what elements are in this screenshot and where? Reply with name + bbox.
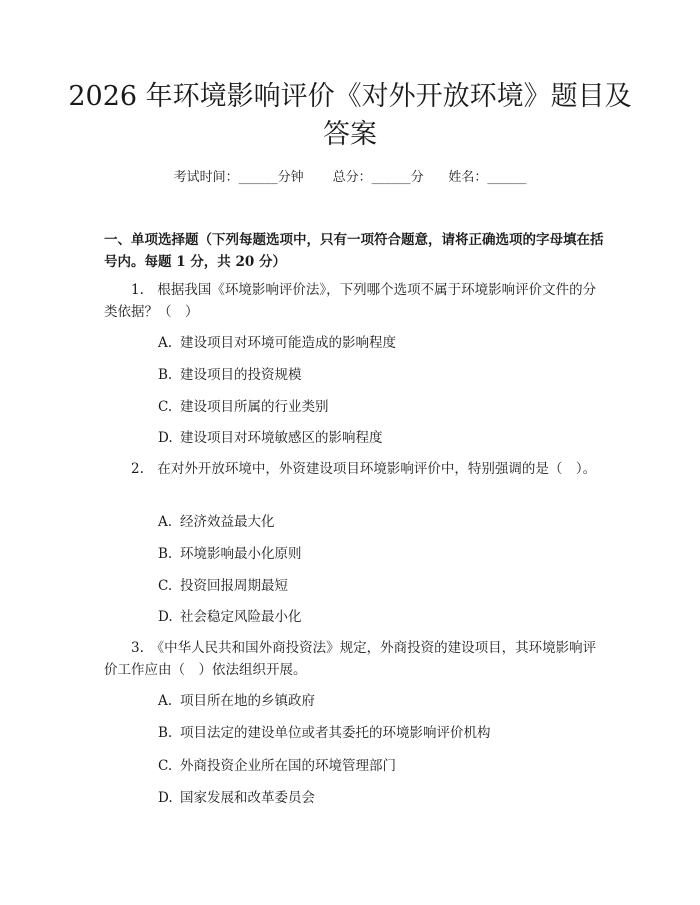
- option-letter: D.: [158, 790, 173, 806]
- question-2-option-a: [158, 512, 598, 532]
- option-text: 外商投资企业所在国的环境管理部门: [180, 758, 396, 774]
- option-text: 经济效益最大化: [180, 514, 275, 530]
- question-3-option-b: [158, 723, 598, 743]
- exam-score-unit: 分: [410, 170, 424, 185]
- exam-time-unit: 分钟: [277, 170, 304, 185]
- option-letter: A.: [158, 335, 173, 351]
- question-2-option-b: [158, 544, 598, 564]
- option-text: 建设项目的投资规模: [180, 367, 302, 383]
- question-3-option-a: [158, 691, 598, 711]
- option-letter: D.: [158, 609, 173, 625]
- option-text: 建设项目对环境敏感区的影响程度: [180, 430, 383, 446]
- option-letter: C.: [158, 578, 173, 594]
- option-letter: D.: [158, 430, 173, 446]
- question-1-option-b: [158, 365, 598, 385]
- exam-name-blank: ______: [487, 170, 527, 185]
- question-2-option-d: [158, 607, 598, 627]
- exam-score-label: 总分：: [332, 170, 372, 185]
- exam-info-line: [0, 168, 700, 188]
- question-1-text: 1. 根据我国《环境影响评价法》，下列哪个选项不属于环境影响评价文件的分类依据？（ ）: [104, 282, 597, 320]
- option-letter: A.: [158, 693, 173, 709]
- question-1-option-a: [158, 333, 598, 353]
- option-text: 投资回报周期最短: [180, 578, 288, 594]
- question-2-option-c: [158, 576, 598, 596]
- section-heading: 一、单项选择题（下列每题选项中，只有一项符合题意，请将正确选项的字母填在括号内。每题 1 分，共 20 分）: [104, 232, 604, 270]
- option-text: 国家发展和改革委员会: [180, 790, 315, 806]
- option-letter: C.: [158, 399, 173, 415]
- exam-time-blank: ______: [238, 170, 278, 185]
- option-text: 项目法定的建设单位或者其委托的环境影响评价机构: [180, 725, 491, 741]
- option-letter: B.: [158, 546, 173, 562]
- question-3-text: 3. 《中华人民共和国外商投资法》规定，外商投资的建设项目，其环境影响评价工作应由（ ）依法组织开展。: [104, 640, 597, 678]
- exam-time-label: 考试时间：: [173, 170, 239, 185]
- option-text: 建设项目对环境可能造成的影响程度: [180, 335, 396, 351]
- option-text: 项目所在地的乡镇政府: [180, 693, 315, 709]
- option-text: 建设项目所属的行业类别: [180, 399, 329, 415]
- exam-name-label: 姓名：: [448, 170, 488, 185]
- question-1-option-c: [158, 397, 598, 417]
- question-3-option-c: [158, 756, 598, 776]
- option-text: 环境影响最小化原则: [180, 546, 302, 562]
- option-letter: C.: [158, 758, 173, 774]
- question-1-option-d: [158, 428, 598, 448]
- question-3-option-d: [158, 788, 598, 808]
- question-2-text: 2. 在对外开放环境中，外资建设项目环境影响评价中，特别强调的是（ ）。: [131, 461, 597, 477]
- option-text: 社会稳定风险最小化: [180, 609, 302, 625]
- option-letter: A.: [158, 514, 173, 530]
- page-title: 2026 年环境影响评价《对外开放环境》题目及答案: [68, 81, 632, 150]
- option-letter: B.: [158, 367, 173, 383]
- option-letter: B.: [158, 725, 173, 741]
- exam-score-blank: ______: [371, 170, 411, 185]
